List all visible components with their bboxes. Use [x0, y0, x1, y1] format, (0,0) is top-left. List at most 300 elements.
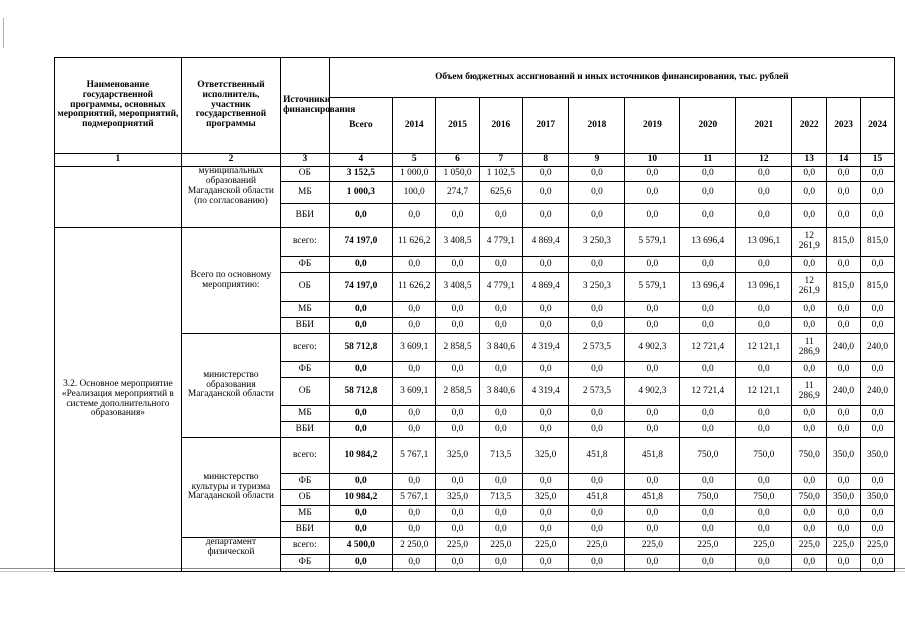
year-value: 0,0	[827, 318, 861, 334]
year-value: 0,0	[522, 318, 568, 334]
year-value: 815,0	[860, 273, 894, 302]
year-value: 0,0	[393, 506, 436, 522]
year-value: 0,0	[680, 182, 736, 204]
year-value: 0,0	[680, 302, 736, 318]
year-value: 0,0	[479, 522, 522, 538]
year-value: 2 573,5	[569, 378, 625, 406]
header-year: 2014	[393, 98, 436, 154]
year-value: 325,0	[436, 438, 479, 474]
funding-source: МБ	[281, 406, 330, 422]
year-value: 0,0	[860, 406, 894, 422]
year-value: 5 579,1	[625, 273, 680, 302]
year-value: 0,0	[569, 167, 625, 182]
year-value: 0,0	[436, 474, 479, 490]
year-value: 1 102,5	[479, 167, 522, 182]
funding-source: ФБ	[281, 474, 330, 490]
year-value: 12 261,9	[792, 273, 827, 302]
year-value: 0,0	[680, 167, 736, 182]
total-value: 10 984,2	[329, 438, 392, 474]
year-value: 0,0	[522, 422, 568, 438]
header-source: Источники финансирования	[281, 58, 330, 154]
year-value: 0,0	[860, 302, 894, 318]
year-value: 750,0	[792, 490, 827, 506]
year-value: 12 121,1	[736, 378, 792, 406]
column-number: 4	[329, 154, 392, 167]
total-value: 58 712,8	[329, 378, 392, 406]
year-value: 225,0	[625, 538, 680, 555]
column-number: 12	[736, 154, 792, 167]
year-value: 0,0	[792, 167, 827, 182]
year-value: 0,0	[736, 362, 792, 378]
funding-source: ВБИ	[281, 204, 330, 228]
funding-source: всего:	[281, 438, 330, 474]
year-value: 225,0	[436, 538, 479, 555]
year-value: 0,0	[827, 257, 861, 273]
year-value: 4 779,1	[479, 273, 522, 302]
year-value: 0,0	[736, 318, 792, 334]
column-number: 7	[479, 154, 522, 167]
funding-source: ВБИ	[281, 522, 330, 538]
year-value: 225,0	[522, 538, 568, 555]
year-value: 0,0	[792, 204, 827, 228]
column-numbers-row	[55, 154, 895, 167]
year-value: 0,0	[479, 204, 522, 228]
year-value: 0,0	[860, 555, 894, 572]
year-value: 0,0	[393, 422, 436, 438]
column-number: 13	[792, 154, 827, 167]
year-value: 0,0	[522, 522, 568, 538]
year-value: 3 250,3	[569, 228, 625, 257]
total-value: 0,0	[329, 257, 392, 273]
year-value: 815,0	[827, 273, 861, 302]
year-value: 0,0	[436, 362, 479, 378]
year-value: 0,0	[680, 406, 736, 422]
year-value: 325,0	[522, 490, 568, 506]
year-value: 750,0	[792, 438, 827, 474]
year-value: 0,0	[827, 522, 861, 538]
executor-name: муниципальных образований Магаданской области (по согласованию)	[181, 167, 280, 228]
funding-source: ВБИ	[281, 318, 330, 334]
funding-source: всего:	[281, 538, 330, 555]
year-value: 0,0	[569, 522, 625, 538]
table-row	[55, 228, 895, 257]
year-value: 4 869,4	[522, 228, 568, 257]
year-value: 0,0	[792, 474, 827, 490]
year-value: 0,0	[792, 422, 827, 438]
year-value: 0,0	[522, 204, 568, 228]
header-year: 2017	[522, 98, 568, 154]
year-value: 0,0	[736, 302, 792, 318]
year-value: 0,0	[792, 522, 827, 538]
year-value: 0,0	[792, 362, 827, 378]
year-value: 3 840,6	[479, 334, 522, 362]
year-value: 0,0	[792, 318, 827, 334]
year-value: 0,0	[680, 555, 736, 572]
total-value: 0,0	[329, 302, 392, 318]
year-value: 0,0	[522, 474, 568, 490]
column-number: 3	[281, 154, 330, 167]
year-value: 3 408,5	[436, 228, 479, 257]
year-value: 0,0	[680, 474, 736, 490]
year-value: 0,0	[479, 555, 522, 572]
column-number: 14	[827, 154, 861, 167]
column-number: 6	[436, 154, 479, 167]
year-value: 0,0	[569, 182, 625, 204]
total-value: 0,0	[329, 522, 392, 538]
year-value: 0,0	[736, 555, 792, 572]
year-value: 2 250,0	[393, 538, 436, 555]
total-value: 4 500,0	[329, 538, 392, 555]
column-number: 8	[522, 154, 568, 167]
funding-source: ФБ	[281, 257, 330, 273]
year-value: 0,0	[522, 302, 568, 318]
year-value: 0,0	[625, 522, 680, 538]
year-value: 750,0	[680, 438, 736, 474]
year-value: 0,0	[792, 302, 827, 318]
year-value: 0,0	[827, 555, 861, 572]
year-value: 4 779,1	[479, 228, 522, 257]
year-value: 0,0	[625, 167, 680, 182]
funding-source: ФБ	[281, 362, 330, 378]
header-year: 2018	[569, 98, 625, 154]
year-value: 0,0	[827, 474, 861, 490]
year-value: 240,0	[860, 378, 894, 406]
year-value: 0,0	[860, 167, 894, 182]
year-value: 0,0	[479, 257, 522, 273]
year-value: 0,0	[792, 555, 827, 572]
year-value: 0,0	[436, 257, 479, 273]
total-value: 0,0	[329, 506, 392, 522]
year-value: 625,6	[479, 182, 522, 204]
year-value: 0,0	[569, 506, 625, 522]
header-executor: Ответственный исполнитель, участник государственной программы	[181, 58, 280, 154]
year-value: 0,0	[479, 506, 522, 522]
year-value: 0,0	[569, 555, 625, 572]
header-year: 2019	[625, 98, 680, 154]
year-value: 0,0	[860, 204, 894, 228]
year-value: 0,0	[625, 182, 680, 204]
column-number: 9	[569, 154, 625, 167]
year-value: 2 858,5	[436, 378, 479, 406]
year-value: 240,0	[827, 378, 861, 406]
year-value: 0,0	[736, 474, 792, 490]
total-value: 1 000,3	[329, 182, 392, 204]
funding-source: ВБИ	[281, 422, 330, 438]
year-value: 13 096,1	[736, 273, 792, 302]
year-value: 0,0	[827, 204, 861, 228]
year-value: 0,0	[860, 362, 894, 378]
year-value: 0,0	[625, 204, 680, 228]
year-value: 0,0	[393, 318, 436, 334]
year-value: 0,0	[393, 474, 436, 490]
funding-source: МБ	[281, 302, 330, 318]
year-value: 0,0	[436, 422, 479, 438]
year-value: 13 696,4	[680, 273, 736, 302]
year-value: 0,0	[860, 422, 894, 438]
year-value: 12 121,1	[736, 334, 792, 362]
year-value: 0,0	[827, 422, 861, 438]
year-value: 0,0	[569, 422, 625, 438]
year-value: 815,0	[860, 228, 894, 257]
table-row	[55, 167, 895, 182]
year-value: 0,0	[436, 555, 479, 572]
executor-name: министерство культуры и туризма Магаданской области	[181, 438, 280, 538]
year-value: 0,0	[860, 506, 894, 522]
year-value: 325,0	[522, 438, 568, 474]
year-value: 0,0	[393, 362, 436, 378]
year-value: 350,0	[827, 438, 861, 474]
year-value: 0,0	[625, 302, 680, 318]
year-value: 0,0	[625, 555, 680, 572]
total-value: 0,0	[329, 318, 392, 334]
header-year: 2021	[736, 98, 792, 154]
year-value: 12 721,4	[680, 378, 736, 406]
column-number: 10	[625, 154, 680, 167]
column-number: 11	[680, 154, 736, 167]
year-value: 0,0	[569, 406, 625, 422]
year-value: 0,0	[393, 555, 436, 572]
funding-source: ОБ	[281, 273, 330, 302]
executor-name: департамент физической	[181, 538, 280, 572]
year-value: 225,0	[792, 538, 827, 555]
year-value: 0,0	[736, 257, 792, 273]
year-value: 0,0	[680, 422, 736, 438]
year-value: 0,0	[736, 182, 792, 204]
year-value: 0,0	[479, 474, 522, 490]
year-value: 750,0	[736, 490, 792, 506]
year-value: 750,0	[736, 438, 792, 474]
year-value: 100,0	[393, 182, 436, 204]
year-value: 0,0	[522, 167, 568, 182]
total-value: 0,0	[329, 406, 392, 422]
year-value: 13 696,4	[680, 228, 736, 257]
year-value: 0,0	[680, 204, 736, 228]
year-value: 713,5	[479, 490, 522, 506]
year-value: 0,0	[792, 182, 827, 204]
year-value: 0,0	[393, 257, 436, 273]
year-value: 0,0	[860, 257, 894, 273]
year-value: 0,0	[625, 422, 680, 438]
year-value: 0,0	[625, 318, 680, 334]
year-value: 0,0	[736, 522, 792, 538]
year-value: 0,0	[522, 406, 568, 422]
year-value: 3 250,3	[569, 273, 625, 302]
year-value: 12 261,9	[792, 228, 827, 257]
header-year: 2015	[436, 98, 479, 154]
year-value: 0,0	[827, 506, 861, 522]
year-value: 350,0	[827, 490, 861, 506]
total-value: 0,0	[329, 474, 392, 490]
column-number: 1	[55, 154, 182, 167]
year-value: 225,0	[736, 538, 792, 555]
year-value: 0,0	[569, 474, 625, 490]
funding-source: ОБ	[281, 490, 330, 506]
year-value: 815,0	[827, 228, 861, 257]
total-value: 0,0	[329, 422, 392, 438]
year-value: 0,0	[393, 302, 436, 318]
year-value: 0,0	[680, 362, 736, 378]
year-value: 11 626,2	[393, 228, 436, 257]
year-value: 0,0	[522, 257, 568, 273]
year-value: 0,0	[792, 506, 827, 522]
year-value: 0,0	[393, 522, 436, 538]
header-year: 2023	[827, 98, 861, 154]
table-row	[55, 538, 895, 555]
year-value: 750,0	[680, 490, 736, 506]
year-value: 4 869,4	[522, 273, 568, 302]
year-value: 0,0	[827, 182, 861, 204]
year-value: 0,0	[625, 406, 680, 422]
year-value: 0,0	[522, 182, 568, 204]
year-value: 0,0	[680, 257, 736, 273]
year-value: 225,0	[827, 538, 861, 555]
year-value: 3 408,5	[436, 273, 479, 302]
year-value: 0,0	[827, 167, 861, 182]
year-value: 4 319,4	[522, 334, 568, 362]
budget-table	[54, 57, 895, 572]
year-value: 2 858,5	[436, 334, 479, 362]
year-value: 11 286,9	[792, 334, 827, 362]
year-value: 240,0	[827, 334, 861, 362]
year-value: 13 096,1	[736, 228, 792, 257]
funding-source: ОБ	[281, 167, 330, 182]
year-value: 5 767,1	[393, 490, 436, 506]
year-value: 325,0	[436, 490, 479, 506]
year-value: 0,0	[479, 422, 522, 438]
year-value: 0,0	[625, 362, 680, 378]
year-value: 225,0	[860, 538, 894, 555]
year-value: 0,0	[522, 555, 568, 572]
column-number: 15	[860, 154, 894, 167]
year-value: 0,0	[736, 506, 792, 522]
year-value: 0,0	[680, 318, 736, 334]
year-value: 0,0	[736, 406, 792, 422]
year-value: 4 319,4	[522, 378, 568, 406]
year-value: 4 902,3	[625, 378, 680, 406]
year-value: 0,0	[569, 302, 625, 318]
year-value: 0,0	[393, 406, 436, 422]
year-value: 0,0	[436, 318, 479, 334]
year-value: 3 840,6	[479, 378, 522, 406]
year-value: 225,0	[569, 538, 625, 555]
header-name: Наименование государственной программы, основных мероприятий, мероприятий, подмероприятий	[55, 58, 182, 154]
year-value: 225,0	[479, 538, 522, 555]
year-value: 0,0	[436, 204, 479, 228]
year-value: 0,0	[479, 318, 522, 334]
column-number: 5	[393, 154, 436, 167]
header-year: 2022	[792, 98, 827, 154]
column-number: 2	[181, 154, 280, 167]
year-value: 0,0	[569, 362, 625, 378]
header-volume: Объем бюджетных ассигнований и иных источников финансирования, тыс. рублей	[329, 58, 894, 98]
year-value: 12 721,4	[680, 334, 736, 362]
program-name-cell	[55, 167, 182, 228]
total-value: 0,0	[329, 555, 392, 572]
header-year: 2016	[479, 98, 522, 154]
year-value: 0,0	[860, 318, 894, 334]
funding-source: МБ	[281, 506, 330, 522]
year-value: 0,0	[569, 318, 625, 334]
year-value: 5 767,1	[393, 438, 436, 474]
year-value: 3 609,1	[393, 378, 436, 406]
year-value: 0,0	[625, 506, 680, 522]
year-value: 0,0	[736, 422, 792, 438]
year-value: 11 286,9	[792, 378, 827, 406]
total-value: 58 712,8	[329, 334, 392, 362]
header-year: 2020	[680, 98, 736, 154]
total-value: 3 152,5	[329, 167, 392, 182]
year-value: 451,8	[569, 438, 625, 474]
table-row	[55, 334, 895, 362]
year-value: 0,0	[436, 522, 479, 538]
year-value: 451,8	[625, 490, 680, 506]
year-value: 5 579,1	[625, 228, 680, 257]
year-value: 0,0	[860, 182, 894, 204]
year-value: 0,0	[479, 302, 522, 318]
header-total: Всего	[329, 98, 392, 154]
year-value: 350,0	[860, 438, 894, 474]
year-value: 0,0	[792, 406, 827, 422]
executor-name: Всего по основному мероприятию:	[181, 228, 280, 334]
binding-mark	[3, 18, 4, 48]
main-event-name: 3.2. Основное мероприятие «Реализация мероприятий в системе дополнительного образования»	[55, 228, 182, 572]
total-value: 0,0	[329, 204, 392, 228]
executor-name: министерство образования Магаданской области	[181, 334, 280, 438]
year-value: 11 626,2	[393, 273, 436, 302]
table-row	[55, 438, 895, 474]
year-value: 350,0	[860, 490, 894, 506]
year-value: 0,0	[625, 474, 680, 490]
year-value: 0,0	[522, 506, 568, 522]
funding-source: ФБ	[281, 555, 330, 572]
total-value: 74 197,0	[329, 228, 392, 257]
total-value: 0,0	[329, 362, 392, 378]
year-value: 0,0	[393, 204, 436, 228]
funding-source: ОБ	[281, 378, 330, 406]
year-value: 3 609,1	[393, 334, 436, 362]
year-value: 0,0	[569, 257, 625, 273]
total-value: 10 984,2	[329, 490, 392, 506]
year-value: 451,8	[569, 490, 625, 506]
year-value: 0,0	[479, 362, 522, 378]
year-value: 0,0	[625, 257, 680, 273]
year-value: 0,0	[436, 506, 479, 522]
year-value: 4 902,3	[625, 334, 680, 362]
year-value: 0,0	[569, 204, 625, 228]
year-value: 0,0	[436, 302, 479, 318]
year-value: 0,0	[860, 474, 894, 490]
year-value: 2 573,5	[569, 334, 625, 362]
year-value: 0,0	[827, 406, 861, 422]
year-value: 0,0	[736, 204, 792, 228]
funding-source: всего:	[281, 228, 330, 257]
year-value: 274,7	[436, 182, 479, 204]
year-value: 1 000,0	[393, 167, 436, 182]
year-value: 240,0	[860, 334, 894, 362]
year-value: 1 050,0	[436, 167, 479, 182]
year-value: 0,0	[522, 362, 568, 378]
year-value: 225,0	[680, 538, 736, 555]
header-year: 2024	[860, 98, 894, 154]
funding-source: всего:	[281, 334, 330, 362]
year-value: 0,0	[680, 506, 736, 522]
year-value: 0,0	[827, 362, 861, 378]
year-value: 0,0	[827, 302, 861, 318]
year-value: 0,0	[680, 522, 736, 538]
year-value: 0,0	[860, 522, 894, 538]
year-value: 713,5	[479, 438, 522, 474]
total-value: 74 197,0	[329, 273, 392, 302]
